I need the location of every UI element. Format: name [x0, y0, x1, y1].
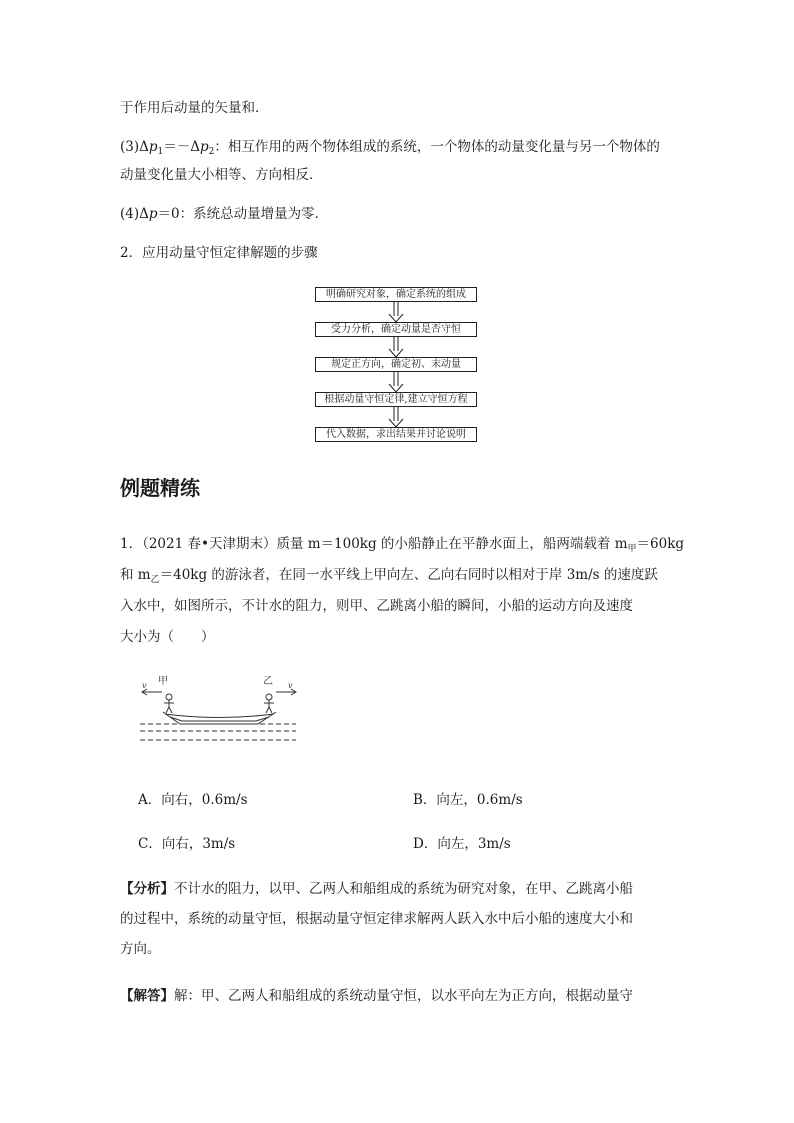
text-fragment: 不计水的阻力，以甲、乙两人和船组成的系统为研究对象，在甲、乙跳离小船	[174, 881, 633, 897]
flowchart-step-4: 根据动量守恒定律,建立守恒方程	[315, 392, 477, 407]
analysis-line: 的过程中，系统的动量守恒，根据动量守恒定律求解两人跃入水中后小船的速度大小和	[120, 911, 633, 927]
text-line: 动量变化量大小相等、方向相反．	[120, 167, 323, 183]
subscript: 1	[157, 147, 164, 157]
person-jia	[164, 694, 174, 713]
text-line: 于作用后动量的矢量和．	[120, 100, 269, 116]
option-a: A．向右，0.6m/s	[138, 792, 248, 808]
text-fragment: 1．（2021 春•天津期末）质量 m＝100kg 的小船静止在平静水面上，船两端载着 m	[120, 536, 628, 552]
text-fragment: 解：甲、乙两人和船组成的系统动量守恒，以水平向左为正方向，根据动量守	[174, 988, 633, 1004]
text-fragment: 和 m	[120, 567, 151, 583]
text-line-momentum-change	[120, 138, 660, 161]
option-b: B．向左，0.6m/s	[413, 792, 523, 808]
flowchart-step-3: 规定正方向，确定初、末动量	[315, 357, 477, 372]
question-line: 入水中，如图所示，不计水的阻力，则甲、乙跳离小船的瞬间，小船的运动方向及速度	[120, 598, 633, 614]
subscript: 甲	[627, 544, 637, 554]
text-fragment: ＝－Δ	[163, 139, 201, 155]
text-fragment: ＝60kg	[636, 536, 685, 552]
label-velocity-right: v	[288, 681, 293, 690]
down-arrow-icon	[389, 407, 403, 427]
text-fragment: (3)Δ	[120, 139, 149, 155]
boat-figure	[138, 668, 298, 748]
text-line-total-momentum	[120, 205, 328, 223]
symbol-p: p	[148, 139, 158, 155]
text-fragment: (4)Δ	[120, 206, 149, 222]
question-line	[120, 535, 684, 558]
text-fragment: ＝0：系统总动量增量为零．	[157, 206, 329, 222]
down-arrow-icon	[389, 337, 403, 357]
symbol-p: p	[200, 139, 209, 155]
text-fragment: ：相互作用的两个物体组成的系统，一个物体的动量变化量与另一个物体的	[214, 139, 660, 155]
subscript: 2	[208, 147, 215, 157]
subscript: 乙	[150, 575, 160, 585]
right-arrow-icon	[276, 689, 296, 695]
analysis-line	[120, 880, 633, 898]
boat-deck	[165, 714, 274, 718]
label-velocity-left: v	[142, 681, 147, 690]
question-line	[120, 566, 658, 589]
text-fragment: ＝40kg 的游泳者，在同一水平线上甲向左、乙向右同时以相对于岸 3m/s 的速度跃	[159, 567, 658, 583]
person-yi	[264, 694, 274, 713]
analysis-line: 方向。	[120, 941, 161, 957]
option-d: D．向左，3m/s	[413, 836, 511, 852]
text-line-steps-heading: 2．应用动量守恒定律解题的步骤	[120, 245, 318, 261]
flowchart-step-2: 受力分析，确定动量是否守恒	[315, 322, 477, 337]
symbol-p: p	[148, 206, 158, 222]
flowchart-arrows	[315, 287, 477, 443]
down-arrow-icon	[389, 302, 403, 322]
steps-flowchart	[315, 287, 477, 443]
section-title: 例题精练	[120, 476, 200, 500]
option-c: C．向右，3m/s	[138, 836, 236, 852]
label-yi: 乙	[263, 676, 273, 687]
flowchart-step-1: 明确研究对象，确定系统的组成	[315, 287, 477, 302]
solution-line	[120, 987, 633, 1005]
flowchart-step-5: 代入数据，求出结果并讨论说明	[315, 427, 477, 442]
solution-tag: 【解答】	[120, 988, 174, 1004]
boat-hull	[163, 712, 276, 724]
down-arrow-icon	[389, 372, 403, 392]
analysis-tag: 【分析】	[120, 881, 174, 897]
label-jia: 甲	[158, 676, 168, 687]
question-line: 大小为（ ）	[120, 629, 215, 645]
